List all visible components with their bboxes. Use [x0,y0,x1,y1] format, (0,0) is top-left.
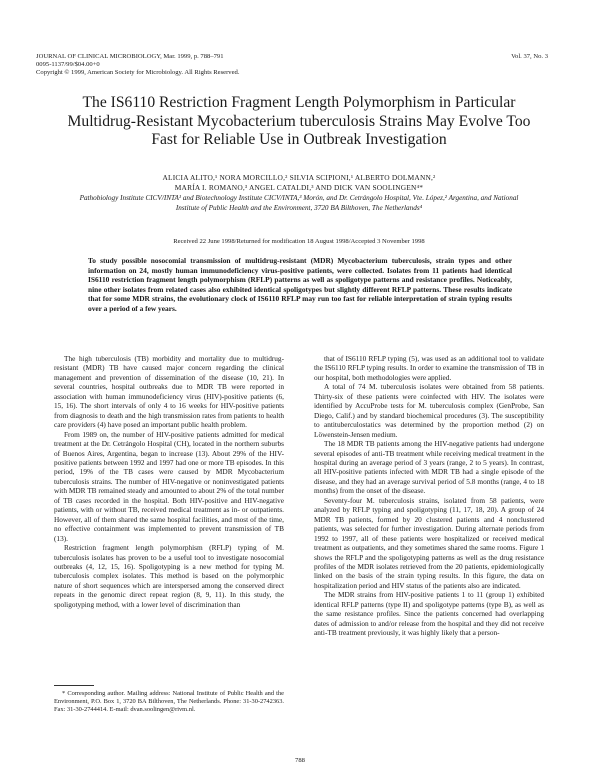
paragraph: From 1989 on, the number of HIV-positive patients admitted for medical treatment at the Dr. Cetrángolo Hospital (CH), located in the northern suburbs of Buenos Aires, Argentina, began to increase (13). About 29% of the HIV-positive patients between 1992 and 1997 had one or more TB episodes. In this period, 19% of the TB cases were caused by MDR Mycobacterium tuberculosis strains. The number of HIV-negative or noninvestigated patients with MDR TB remained steady and amounted to about 2% of the total number of TB cases recorded in the hospital. Both HIV-positive and HIV-negative patients, with or without TB, received medical treatment as in- or outpatients. However, all of them shared the same hospital facilities, and most of the time, no effective containment was implemented to prevent transmission of TB (13). [54,429,284,543]
journal-line: JOURNAL OF CLINICAL MICROBIOLOGY, Mar. 1999, p. 788–791 [36,53,224,60]
authors-line-2: MARÍA I. ROMANO,³ ANGEL CATALDI,³ AND DICK VAN SOOLINGEN⁴* [174,183,424,192]
copyright-line: Copyright © 1999, American Society for Microbiology. All Rights Reserved. [36,69,240,77]
volume-info: Vol. 37, No. 3 [511,53,548,60]
running-header [36,53,239,78]
paragraph: Restriction fragment length polymorphism (RFLP) typing of M. tuberculosis isolates has proven to be a useful tool to investigate nosocomial outbreaks (4, 12, 15, 16). Spoligotyping is a new method for typing M. tuberculosis complex isolates. This method is based on the polymorphic nature of short sequences which are interspersed among the conserved direct repeats in the genomic direct repeat region (8, 9, 11). In this study, the spoligotyping method, with a lower level of discrimination than [54,543,284,609]
paragraph: The high tuberculosis (TB) morbidity and mortality due to multidrug-resistant (MDR) TB have caused major concern regarding the clinical management and prevention of dissemination of the disease (10, 21). In several countries, hospital outbreaks due to MDR TB were reported in association with human immunodeficiency virus (HIV)-positive patients (6, 15, 16). The short intervals of only 4 to 16 weeks for HIV-positive patients from diagnosis to death and the high transmission rates from patients to health care providers (4) have posed an important public health problem. [54,354,284,430]
affiliations: Pathobiology Institute CICV/INTA¹ and Biotechnology Institute CICV/INTA,³ Morón, and Dr. Cetrángolo Hospital, Vte. López,² Argentina, and National Institute of Public Health and the Environment, 3720 BA Bilthoven, The Netherlands⁴ [79,194,519,212]
body-column-right [314,354,544,638]
paragraph: The MDR strains from HIV-positive patients 1 to 11 (group 1) exhibited identical RFLP patterns (type II) and spoligotype patterns (type B), as well as the same resistance profiles. Since the patients concerned had overlapping dates of admission to and/or release from the hospital and they did not receive anti-TB treatment previously, it was highly likely that a person- [314,590,544,638]
corresponding-author-footnote: * Corresponding author. Mailing address: National Institute of Public Health and the Environment, P.O. Box 1, 3720 BA Bilthoven, The Netherlands. Phone: 31-30-2742363. Fax: 31-30-2744414. E-mail: dvan.soolingen@rivm.nl. [54,690,284,714]
footnote-divider [54,685,94,686]
abstract: To study possible nosocomial transmission of multidrug-resistant (MDR) Mycobacterium tuberculosis, strain types and other information on 24, mostly human immunodeficiency virus-positive patients, were collected. Isolates from 11 patients had identical IS6110 restriction fragment length polymorphism (RFLP) patterns as well as spoligotype patterns and resistance profiles. Noticeably, nine other isolates from related cases also exhibited identical spoligotypes but slightly different RFLP patterns. These results indicate that for some MDR strains, the evolutionary clock of IS6110 RFLP may run too fast for reliable interpretation of strain typing results over a period of a few years. [88,256,512,313]
paragraph: A total of 74 M. tuberculosis isolates were obtained from 58 patients. Thirty-six of these patients were coinfected with HIV. The isolates were identified by AccuProbe tests for M. tuberculosis complex (GenProbe, San Diego, Calif.) and by standard biochemical procedures (3). The susceptibility to antituberculostatics was determined by the proportion method (2) on Löwenstein-Jensen medium. [314,382,544,439]
article-title: The IS6110 Restriction Fragment Length Polymorphism in Particular Multidrug-Resistant Mycobacterium tuberculosis Strains May Evolve Too Fast for Reliable Use in Outbreak Investigation [67,94,531,149]
paragraph: Seventy-four M. tuberculosis strains, isolated from 58 patients, were analyzed by RFLP typing and spoligotyping (11, 17, 18, 20). A group of 24 MDR TB patients, formed by 20 clustered patients and 4 nonclustered patients, was selected for further investigation. During alternate periods from 1992 to 1997, all of these patients were hospitalized or received medical treatment as outpatients, and they sometimes shared the same rooms. Figure 1 shows the RFLP and the spoligotyping patterns as well as the drug resistance profiles of the MDR isolates retrieved from the 20 patients, epidemiologically linked on the basis of the strain typing results. In this figure, the data on hospitalization period and HIV status of the patients also are indicated. [314,495,544,590]
page-number: 788 [295,757,305,764]
body-column-left [54,354,284,609]
author-list [60,173,538,193]
issn-line: 0095-1137/99/$04.00+0 [36,61,100,69]
authors-line-1: ALICIA ALITO,¹ NORA MORCILLO,² SILVIA SCIPIONI,¹ ALBERTO DOLMANN,² [162,173,436,182]
paragraph: The 18 MDR TB patients among the HIV-negative patients had undergone several episodes of anti-TB treatment while receiving medical treatment in the hospital during an average period of 3 years (range, 2 to 5 years). In contrast, all HIV-positive patients infected with MDR TB had a single episode of the disease, and they had an average survival period of 5.8 months (range, 4 to 18 months) from the onset of the disease. [314,439,544,496]
received-dates: Received 22 June 1998/Returned for modification 18 August 1998/Accepted 3 November 1998 [173,238,425,245]
paragraph: that of IS6110 RFLP typing (5), was used as an additional tool to validate the IS6110 RFLP typing results. In order to examine the transmission of TB in our hospital, both methodologies were applied. [314,354,544,382]
